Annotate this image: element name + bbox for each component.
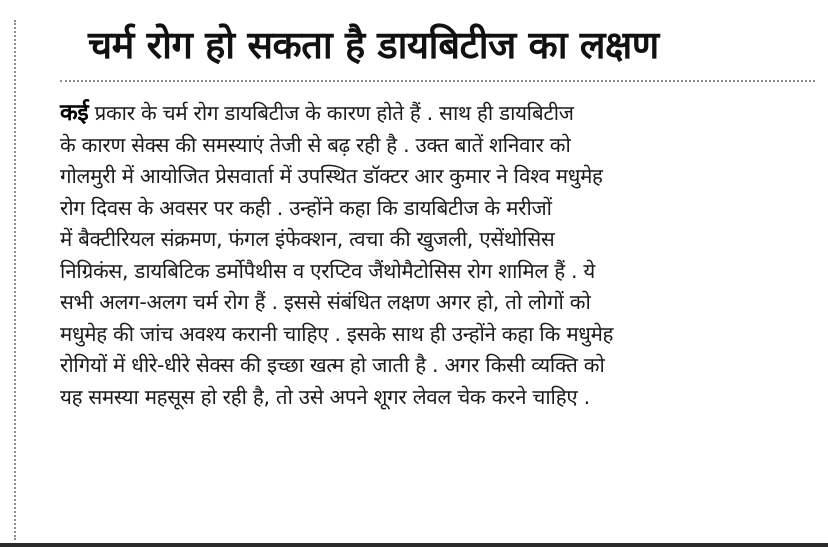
article-line-2: के कारण सेक्स की समस्याएं तेजी से बढ़ रही है . उक्त बातें शनिवार को bbox=[60, 132, 571, 157]
article-body bbox=[60, 98, 815, 413]
article-line-4: रोग दिवस के अवसर पर कही . उन्होंने कहा कि डायबिटीज के मरीजों bbox=[60, 195, 552, 220]
article-line-5: में बैक्टीरियल संक्रमण, फंगल इंफेक्शन, त्वचा की खुजली, एसेंथोसिस bbox=[60, 227, 555, 251]
article-lead-word: कई bbox=[60, 100, 89, 126]
left-dotted-border bbox=[14, 20, 16, 540]
article-line-8: मधुमेह की जांच अवश्य करानी चाहिए . इसके साथ ही उन्होंने कहा कि मधुमेह bbox=[60, 321, 614, 346]
article-line-7: सभी अलग-अलग चर्म रोग हैं . इससे संबंधित लक्षण अगर हो, तो लोगों को bbox=[60, 290, 591, 314]
article-line-10: यह समस्या महसूस हो रही है, तो उसे अपने शूगर लेवल चेक करने चाहिए . bbox=[60, 384, 590, 409]
bottom-border bbox=[0, 543, 828, 547]
article-line-1-text: प्रकार के चर्म रोग डायबिटीज के कारण होते हैं . साथ ही डायबिटीज bbox=[88, 101, 574, 125]
news-article bbox=[60, 20, 815, 413]
article-headline: चर्म रोग हो सकता है डायबिटीज का लक्षण bbox=[88, 23, 659, 67]
article-line-1 bbox=[60, 98, 815, 130]
article-line-6: निग्रिकंस, डायबिटिक डर्मोपैथीस व एरप्टिव जैंथोमैटोसिस रोग शामिल हैं . ये bbox=[60, 258, 596, 283]
headline-dotted-divider bbox=[60, 80, 815, 82]
article-line-3: गोलमुरी में आयोजित प्रेसवार्ता में उपस्थित डॉक्टर आर कुमार ने विश्व मधुमेह bbox=[60, 164, 603, 188]
article-line-9: रोगियों में धीरे-धीरे सेक्स की इच्छा खत्म हो जाती है . अगर किसी व्यक्ति को bbox=[60, 353, 605, 377]
